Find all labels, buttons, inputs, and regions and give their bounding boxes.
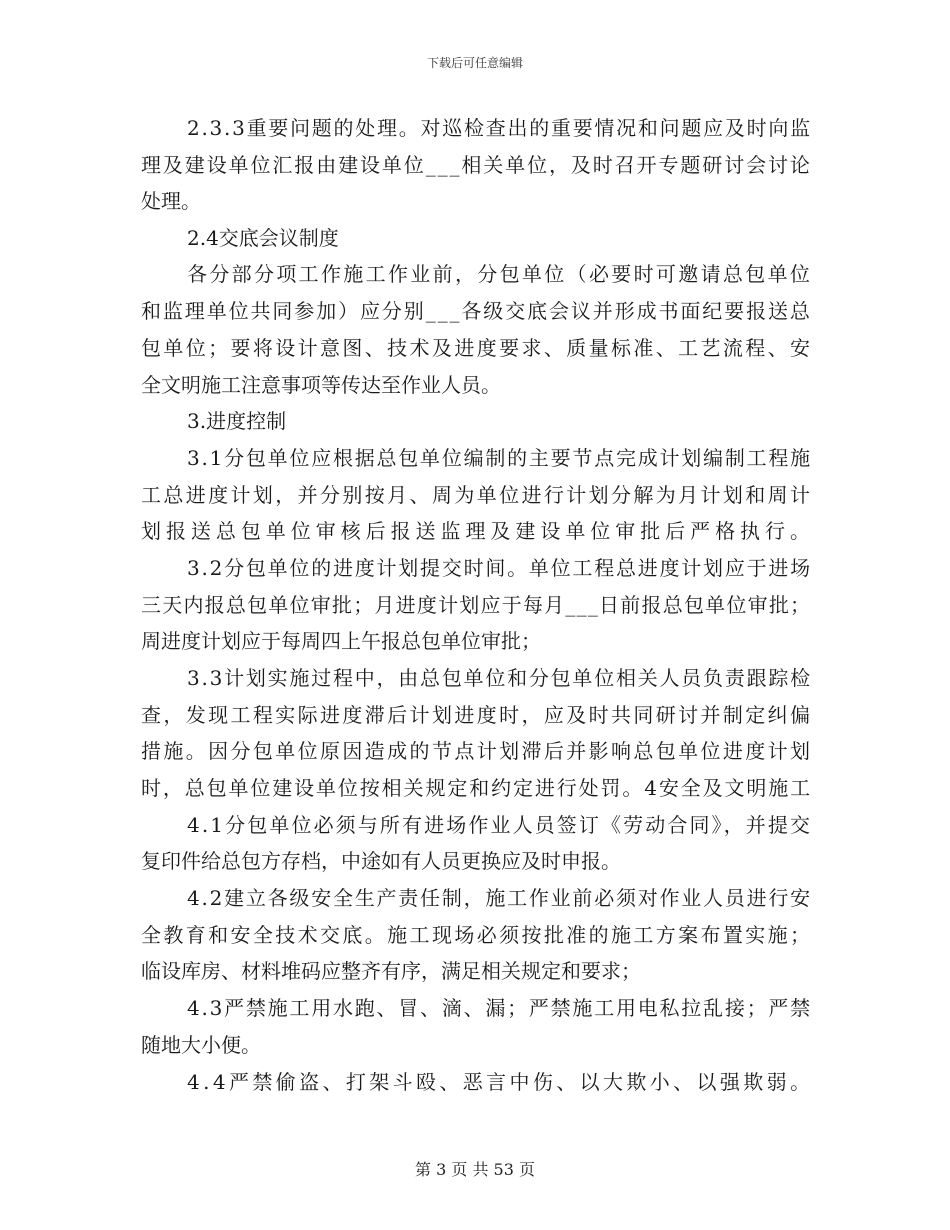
body-line: 3.2分包单位的进度计划提交时间。单位工程总进度计划应于进场	[187, 556, 812, 580]
body-line: 随地大小便。	[141, 1033, 261, 1057]
body-line: 4.4严禁偷盗、打架斗殴、恶言中伤、以大欺小、以强欺弱。	[187, 1070, 814, 1094]
body-line: 4.3严禁施工用水跑、冒、滴、漏；严禁施工用电私拉乱接；严禁	[187, 996, 812, 1020]
body-line: 三天内报总包单位审批；月进度计划应于每月___日前报总包单位审批；	[141, 593, 812, 617]
page-number: 第 3 页 共 53 页	[415, 1160, 535, 1179]
body-line: 全教育和安全技术交底。施工现场必须按批准的施工方案布置实施；	[141, 923, 813, 947]
body-line: 3.3计划实施过程中，由总包单位和分包单位相关人员负责跟踪检	[187, 666, 812, 690]
body-line: 4.2建立各级安全生产责任制，施工作业前必须对作业人员进行安	[187, 886, 812, 910]
body-line: 时，总包单位建设单位按相关规定和约定进行处罚。4安全及文明施工	[141, 776, 813, 800]
body-line: 包单位；要将设计意图、技术及进度要求、质量标准、工艺流程、安	[141, 336, 813, 360]
section-heading: 3.进度控制	[187, 409, 287, 433]
body-line: 查，发现工程实际进度滞后计划进度时，应及时共同研讨并制定纠偏	[141, 703, 813, 727]
body-line: 4.1分包单位必须与所有进场作业人员签订《劳动合同》，并提交	[187, 813, 813, 837]
body-line: 理及建设单位汇报由建设单位___相关单位，及时召开专题研讨会讨论	[141, 153, 812, 177]
body-line: 3.1分包单位应根据总包单位编制的主要节点完成计划编制工程施	[187, 446, 812, 470]
body-line: 划报送总包单位审核后报送监理及建设单位审批后严格执行。	[141, 519, 815, 543]
body-line: 和监理单位共同参加）应分别___各级交底会议并形成书面纪要报送总	[141, 299, 812, 323]
body-line: 临设库房、材料堆码应整齐有序，满足相关规定和要求；	[141, 959, 641, 983]
body-line: 措施。因分包单位原因造成的节点计划滞后并影响总包单位进度计划	[141, 739, 813, 763]
body-line: 2.3.3重要问题的处理。对巡检查出的重要情况和问题应及时向监	[187, 116, 812, 140]
body-line: 各分部分项工作施工作业前，分包单位（必要时可邀请总包单位	[187, 262, 813, 286]
page-header: 下载后可任意编辑	[426, 56, 523, 70]
section-heading: 2.4交底会议制度	[187, 226, 339, 250]
body-line: 处理。	[141, 189, 201, 213]
body-line: 复印件给总包方存档，中途如有人员更换应及时申报。	[141, 849, 621, 873]
body-line: 工总进度计划，并分别按月、周为单位进行计划分解为月计划和周计	[141, 483, 813, 507]
body-line: 周进度计划应于每周四上午报总包单位审批；	[141, 629, 541, 653]
body-line: 全文明施工注意事项等传达至作业人员。	[141, 373, 501, 397]
